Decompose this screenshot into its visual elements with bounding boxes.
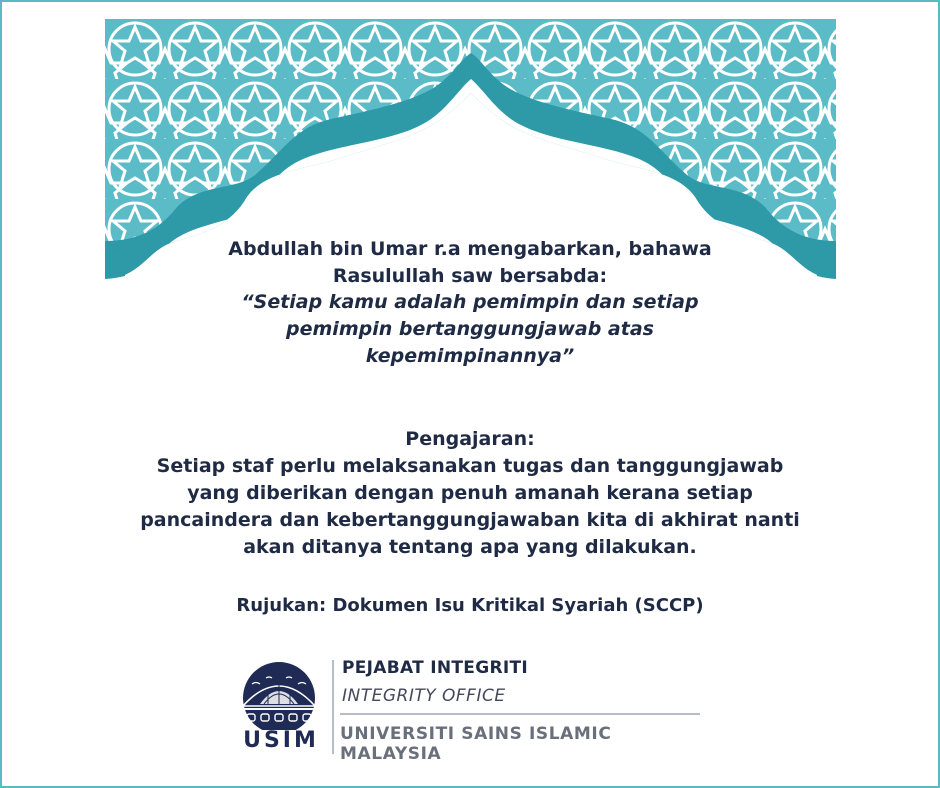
- hadith-quote-line3: kepemimpinannya”: [365, 345, 575, 367]
- hadith-quote: [140, 289, 800, 370]
- office-divider: [340, 713, 700, 715]
- hadith-quote-line1: “Setiap kamu adalah pemimpin dan setiap: [241, 291, 699, 313]
- university-name: UNIVERSITI SAINS ISLAMIC MALAYSIA: [340, 724, 612, 764]
- lesson-line4: akan ditanya tentang apa yang dilakukan.: [243, 536, 697, 558]
- hadith-intro: [140, 236, 800, 290]
- office-name-malay: PEJABAT INTEGRITI: [342, 658, 529, 678]
- reference-text: Rujukan: Dokumen Isu Kritikal Syariah (SCCP): [236, 595, 704, 616]
- logo-divider: [332, 660, 334, 754]
- lesson-heading: Pengajaran:: [405, 428, 535, 450]
- lesson-line1: Setiap staf perlu melaksanakan tugas dan tanggungjawab: [156, 455, 784, 477]
- lesson-line3: pancaindera dan kebertanggungjawaban kita di akhirat nanti: [140, 509, 800, 531]
- usim-acronym: USIM: [243, 728, 319, 753]
- hadith-quote-line2: pemimpin bertanggungjawab atas: [286, 318, 654, 340]
- usim-integrity-logo: [236, 656, 716, 764]
- hadith-intro-line2: Rasulullah saw bersabda:: [332, 265, 608, 287]
- hadith-intro-line1: Abdullah bin Umar r.a mengabarkan, bahawa: [228, 238, 712, 260]
- lesson-body: [120, 453, 820, 561]
- lesson-line2: yang diberikan dengan penuh amanah kerana setiap: [187, 482, 753, 504]
- mosque-dome-emblem-icon: [238, 660, 320, 730]
- office-name-english: INTEGRITY OFFICE: [342, 686, 506, 706]
